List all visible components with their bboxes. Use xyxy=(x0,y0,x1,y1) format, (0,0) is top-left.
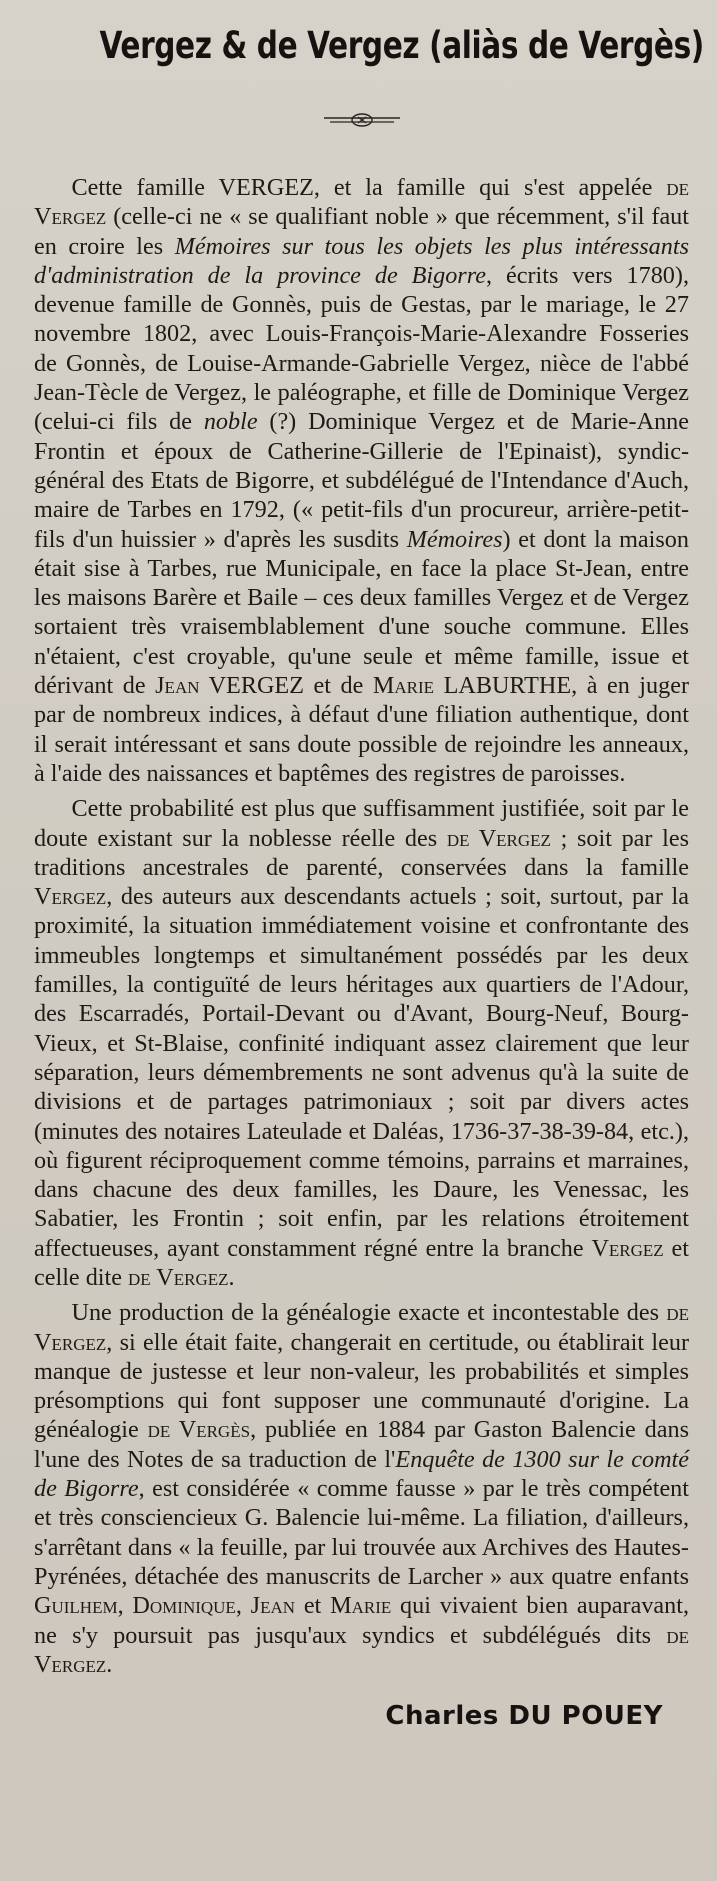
smallcaps-run: Marie xyxy=(330,1592,392,1620)
smallcaps-run: de Vergez xyxy=(446,824,551,852)
smallcaps-run: de Vergez xyxy=(34,174,690,231)
smallcaps-run: Dominique xyxy=(132,1592,236,1620)
caps-run: LABURTHE xyxy=(443,672,572,700)
italic-run: Mémoires xyxy=(406,525,503,553)
smallcaps-run: Vergez xyxy=(591,1234,664,1262)
paragraph-2: Cette probabilité est plus que suffisamment justifiée, soit par le doute existant sur la noblesse réelle des de Vergez ; soit par les traditions ancestrales de parenté, conservées dans la famille Vergez, des auteurs aux descendants actuels ; soit, surtout, par la proximité, la situation immédiatement voisine et confrontante des immeubles longtemps et simultanément possédés par les deux familles, la contiguïté de leurs héritages aux quartiers de l'Adour, des Escarradés, Portail-Devant ou d'Avant, Bourg-Neuf, Bourg-Vieux, et St-Blaise, confinité indiquant assez clairement que leur séparation, leurs démembrements ne sont advenus qu'à la suite de divisions et de partages patrimoniaux ; soit par divers actes (minutes des notaires Lateulade et Daléas, 1736-37-38-39-84, etc.), où figurent réciproquement comme témoins, parrains et marraines, dans chacune des deux familles, les Daure, les Venessac, les Sabatier, les Frontin ; soit enfin, par les relations étroitement affectueuses, ayant constamment régné entre la branche Vergez et celle dite de Vergez. xyxy=(34,795,689,1291)
article-body xyxy=(34,173,689,1679)
ornament-divider-icon xyxy=(322,113,402,127)
smallcaps-run: de Vergès xyxy=(147,1416,251,1444)
smallcaps-run: de Vergez xyxy=(34,1299,689,1356)
smallcaps-run: de Vergez xyxy=(34,1621,689,1678)
smallcaps-run: Jean xyxy=(250,1592,296,1620)
smallcaps-run: Guilhem xyxy=(34,1592,118,1620)
paragraph-1: Cette famille VERGEZ, et la famille qui s'est appelée de Vergez (celle-ci ne « se qualifiant noble » que récemment, s'il faut en croire les Mémoires sur tous les objets les plus intéressants d'administration de la province de Bigorre, écrits vers 1780), devenue famille de Gonnès, puis de Gestas, par le mariage, le 27 novembre 1802, avec Louis-François-Marie-Alexandre Fosseries de Gonnès, de Louise-Armande-Gabrielle Vergez, nièce de l'abbé Jean-Tècle de Vergez, le paléographe, et fille de Dominique Vergez (celui-ci fils de noble (?) Dominique Vergez et de Marie-Anne Frontin et époux de Catherine-Gillerie de l'Epinaist), syndic-général des Etats de Bigorre, et subdélégué de l'Intendance d'Auch, maire de Tarbes en 1792, (« petit-fils d'un procureur, arrière-petit-fils d'un huissier » d'après les susdits Mémoires) et dont la maison était sise à Tarbes, rue Municipale, en face la place St-Jean, entre les maisons Barère et Baile – ces deux familles Vergez et de Vergez sortaient très vraisemblablement d'une souche commune. Elles n'étaient, c'est croyable, qu'une seule et même famille, issue et dérivant de Jean VERGEZ et de Marie LABURTHE, à en juger par de nombreux indices, à défaut d'une filiation authentique, dont il serait intéressant et sans doute possible de rejoindre les anneaux, à l'aide des naissances et baptêmes des registres de paroisses. xyxy=(34,174,690,787)
caps-run: VERGEZ xyxy=(208,672,304,700)
smallcaps-run: de Vergez xyxy=(128,1263,229,1291)
author-signature: Charles DU POUEY xyxy=(385,1701,663,1732)
smallcaps-run: Jean xyxy=(155,672,200,700)
paragraph-3: Une production de la généalogie exacte et incontestable des de Vergez, si elle était faite, changerait en certitude, ou établirait leur manque de justesse et leur non-valeur, les probabilités et simples présomptions qui font supposer une communauté d'origine. La généalogie de Vergès, publiée en 1884 par Gaston Balencie dans l'une des Notes de sa traduction de l'Enquête de 1300 sur le comté de Bigorre, est considérée « comme fausse » par le très compétent et très consciencieux G. Balencie lui-même. La filiation, d'ailleurs, s'arrêtant dans « la feuille, par lui trouvée aux Archives des Hautes-Pyrénées, détachée des manuscrits de Larcher » aux quatre enfants Guilhem, Dominique, Jean et Marie qui vivaient bien auparavant, ne s'y poursuit pas jusqu'aux syndics et subdélégués dits de Vergez. xyxy=(34,1299,690,1678)
caps-run: VERGEZ xyxy=(218,174,314,201)
smallcaps-run: Marie xyxy=(372,672,435,700)
italic-run: Enquête de 1300 sur le comté de Bigorre xyxy=(34,1445,689,1503)
italic-run: Mémoires sur tous les objets les plus intéressants d'administration de la province de Bigorre xyxy=(34,232,689,289)
document-title: Vergez & de Vergez (aliàs de Vergès) xyxy=(99,24,704,67)
italic-run: noble xyxy=(203,408,258,436)
smallcaps-run: Vergez xyxy=(34,883,107,911)
